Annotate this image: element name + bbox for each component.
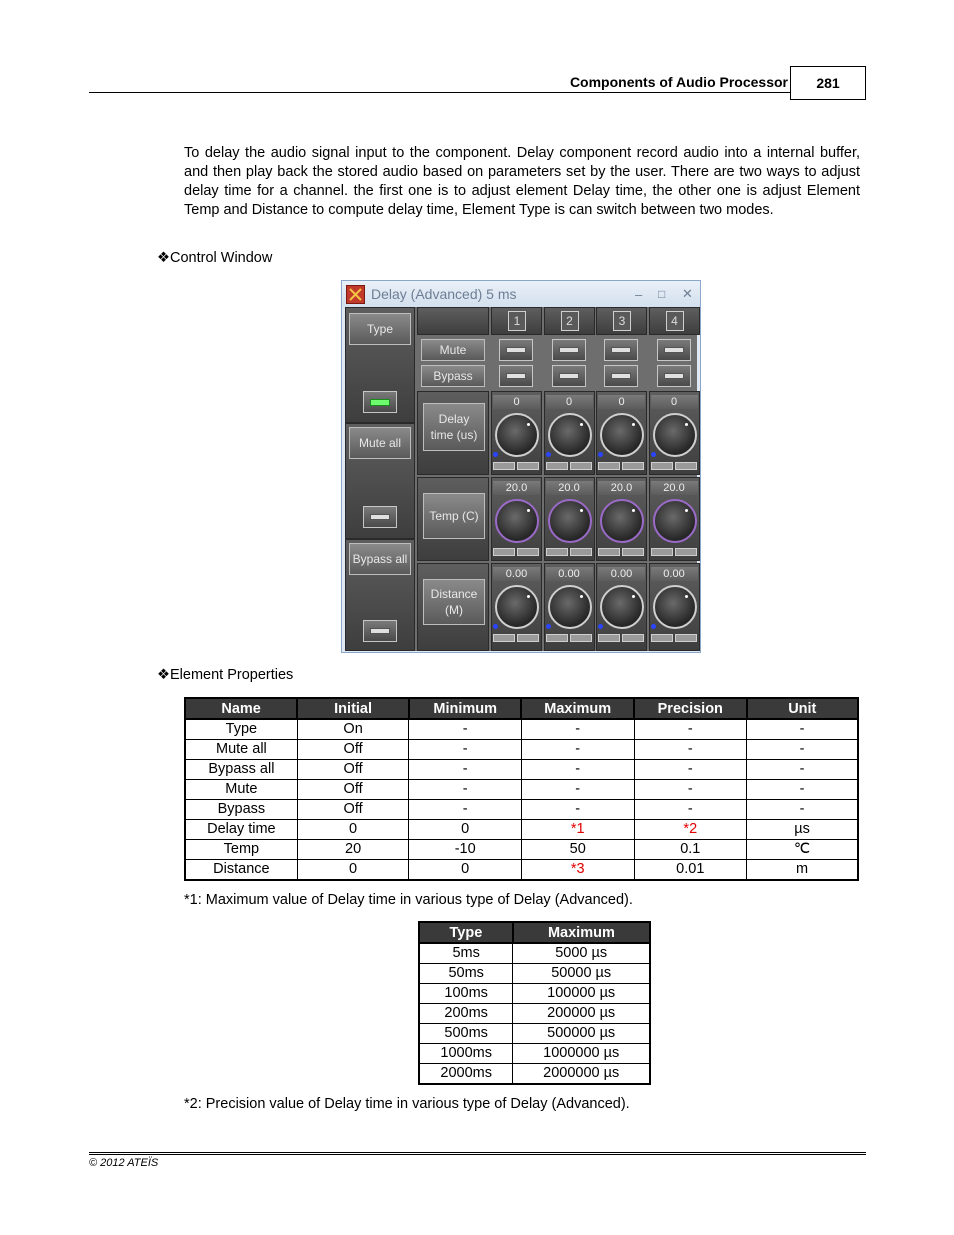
table-cell: -: [521, 740, 634, 760]
distance-knob[interactable]: [548, 585, 592, 629]
table-cell: 1000ms: [419, 1044, 513, 1064]
indicator-dot: [493, 452, 498, 457]
table-cell: 5000 µs: [513, 943, 650, 964]
delay-time-label-line1: Delay: [438, 412, 470, 426]
table-cell: 0: [297, 860, 409, 881]
table-cell: 500ms: [419, 1024, 513, 1044]
window-body: [345, 307, 697, 651]
delay-value: 0: [493, 395, 540, 409]
indicator-dot: [598, 452, 603, 457]
delay-decrement[interactable]: [546, 462, 568, 470]
table-cell: Distance: [185, 860, 297, 881]
mute-toggle[interactable]: [657, 339, 691, 361]
table-cell: -: [747, 740, 858, 760]
table-cell: Bypass all: [185, 760, 297, 780]
column-header: Name: [185, 698, 297, 719]
distance-increment[interactable]: [622, 634, 644, 642]
window-titlebar: [342, 281, 700, 307]
temp-label: Temp (C): [423, 493, 485, 539]
distance-increment[interactable]: [570, 634, 592, 642]
temp-value: 20.0: [598, 481, 645, 495]
channel-number: 3: [613, 311, 631, 331]
intro-paragraph: To delay the audio signal input to the component. Delay component record audio into a internal buffer, and then play back the stored audio based on parameters set by the user. There are two ways to adjust delay time for a channel. the first one is to adjust element Delay time, the other one is adjust Element Temp and Distance to compute delay time, Element Type is can switch between two modes.: [184, 145, 860, 218]
delay-knob[interactable]: [548, 413, 592, 457]
table-header-row: [185, 698, 858, 719]
table-cell: -: [409, 780, 521, 800]
temp-knob[interactable]: [495, 499, 539, 543]
table-cell: 2000000 µs: [513, 1064, 650, 1085]
delay-knob[interactable]: [495, 413, 539, 457]
indicator-dot: [651, 624, 656, 629]
temp-decrement[interactable]: [651, 548, 673, 556]
table-cell: Off: [297, 780, 409, 800]
table-row: [419, 1044, 650, 1064]
table-cell: 200000 µs: [513, 1004, 650, 1024]
table-cell: µs: [747, 820, 858, 840]
temp-decrement[interactable]: [493, 548, 515, 556]
distance-value: 0.00: [546, 567, 593, 581]
delay-type-table: [418, 921, 651, 1085]
distance-value: 0.00: [598, 567, 645, 581]
table-row: [419, 943, 650, 964]
close-button[interactable]: ✕: [682, 286, 693, 301]
section-control-window: ❖Control Window: [157, 250, 273, 266]
mute-toggle[interactable]: [499, 339, 533, 361]
distance-value: 0.00: [493, 567, 540, 581]
distance-knob[interactable]: [495, 585, 539, 629]
switch-icon: [664, 373, 684, 379]
footer-copyright: © 2012 ATEÏS: [89, 1157, 159, 1169]
table-cell: 0: [409, 860, 521, 881]
table-cell: -: [521, 719, 634, 740]
delay-increment[interactable]: [517, 462, 539, 470]
table-cell: Temp: [185, 840, 297, 860]
table-body: [185, 719, 858, 880]
table-row: [185, 780, 858, 800]
delay-value: 0: [651, 395, 698, 409]
distance-value: 0.00: [651, 567, 698, 581]
temp-knob[interactable]: [653, 499, 697, 543]
header-rule: [89, 92, 790, 93]
table-row: [185, 820, 858, 840]
table-cell: ℃: [747, 840, 858, 860]
distance-increment[interactable]: [517, 634, 539, 642]
distance-decrement[interactable]: [546, 634, 568, 642]
type-toggle[interactable]: [363, 391, 397, 413]
distance-label-line2: (M): [445, 603, 463, 617]
temp-increment[interactable]: [517, 548, 539, 556]
table-row: [419, 1064, 650, 1085]
indicator-dot: [651, 452, 656, 457]
table-cell: -: [521, 760, 634, 780]
table-body: [419, 943, 650, 1084]
table-row: [419, 964, 650, 984]
mute-all-label: Mute all: [349, 427, 411, 459]
indicator-dot: [598, 624, 603, 629]
table-cell: -: [634, 740, 747, 760]
table-row: [185, 760, 858, 780]
table-cell: -: [634, 719, 747, 740]
bypass-label: Bypass: [421, 365, 485, 387]
distance-decrement[interactable]: [493, 634, 515, 642]
table-cell: 20: [297, 840, 409, 860]
table-cell: -: [747, 800, 858, 820]
table-row: [419, 1024, 650, 1044]
table-cell: 50000 µs: [513, 964, 650, 984]
delay-time-label-line2: time (us): [430, 428, 478, 442]
bypass-toggle[interactable]: [604, 365, 638, 387]
bypass-all-toggle[interactable]: [363, 620, 397, 642]
window-title: Delay (Advanced) 5 ms: [371, 286, 517, 302]
distance-decrement[interactable]: [651, 634, 673, 642]
table-cell: 2000ms: [419, 1064, 513, 1085]
delay-decrement[interactable]: [598, 462, 620, 470]
table-cell: -: [634, 800, 747, 820]
bypass-toggle[interactable]: [499, 365, 533, 387]
mute-all-toggle[interactable]: [363, 506, 397, 528]
delay-value: 0: [546, 395, 593, 409]
table-cell: m: [747, 860, 858, 881]
table-cell: *2: [634, 820, 747, 840]
switch-icon: [611, 347, 631, 353]
table-cell: Delay time: [185, 820, 297, 840]
table-cell: -: [521, 800, 634, 820]
indicator-dot: [493, 624, 498, 629]
delay-increment[interactable]: [675, 462, 697, 470]
channel-number: 4: [666, 311, 684, 331]
bypass-toggle[interactable]: [657, 365, 691, 387]
table-cell: Mute: [185, 780, 297, 800]
table-cell: -: [521, 780, 634, 800]
table-cell: 500000 µs: [513, 1024, 650, 1044]
delay-increment[interactable]: [570, 462, 592, 470]
table-cell: Off: [297, 800, 409, 820]
mute-toggle[interactable]: [552, 339, 586, 361]
delay-increment[interactable]: [622, 462, 644, 470]
switch-icon: [506, 347, 526, 353]
delay-knob[interactable]: [600, 413, 644, 457]
table-cell: -: [409, 800, 521, 820]
table-row: [185, 840, 858, 860]
table-cell: Mute all: [185, 740, 297, 760]
table-cell: 100000 µs: [513, 984, 650, 1004]
indicator-dot: [546, 452, 551, 457]
temp-knob[interactable]: [548, 499, 592, 543]
temp-value: 20.0: [546, 481, 593, 495]
table-cell: -: [409, 760, 521, 780]
running-header-title: Components of Audio Processor: [569, 74, 788, 90]
distance-label: [423, 579, 485, 625]
footer-rule: [89, 1152, 866, 1153]
table-cell: Off: [297, 760, 409, 780]
table-row: [185, 719, 858, 740]
table-cell: On: [297, 719, 409, 740]
delay-control-window: [341, 280, 701, 653]
delay-decrement[interactable]: [651, 462, 673, 470]
column-header: Maximum: [513, 922, 650, 943]
distance-increment[interactable]: [675, 634, 697, 642]
bypass-toggle[interactable]: [552, 365, 586, 387]
table-row: [185, 800, 858, 820]
distance-knob[interactable]: [653, 585, 697, 629]
delay-time-label: [423, 403, 485, 451]
table-header-row: [419, 922, 650, 943]
table-cell: 100ms: [419, 984, 513, 1004]
column-header: Type: [419, 922, 513, 943]
table-row: [185, 740, 858, 760]
table-row: [185, 860, 858, 881]
switch-icon: [559, 347, 579, 353]
page-number: 281: [790, 66, 866, 100]
temp-increment[interactable]: [622, 548, 644, 556]
table-cell: -: [634, 780, 747, 800]
switch-icon: [370, 514, 390, 520]
table-cell: -: [747, 760, 858, 780]
bypass-all-label: Bypass all: [349, 543, 411, 575]
table-cell: 50: [521, 840, 634, 860]
column-header: Minimum: [409, 698, 521, 719]
table-cell: 200ms: [419, 1004, 513, 1024]
column-header: Maximum: [521, 698, 634, 719]
switch-icon: [370, 628, 390, 634]
section-element-properties: ❖Element Properties: [157, 667, 294, 683]
table-cell: Type: [185, 719, 297, 740]
table-cell: -: [409, 740, 521, 760]
column-header: Precision: [634, 698, 747, 719]
distance-knob[interactable]: [600, 585, 644, 629]
switch-icon: [611, 373, 631, 379]
table-cell: 1000000 µs: [513, 1044, 650, 1064]
maximize-button[interactable]: □: [658, 287, 666, 301]
column-header: Initial: [297, 698, 409, 719]
delay-knob[interactable]: [653, 413, 697, 457]
label-header-panel: [417, 307, 489, 335]
switch-icon: [506, 373, 526, 379]
note-1: *1: Maximum value of Delay time in various type of Delay (Advanced).: [184, 892, 633, 908]
table-row: [419, 1004, 650, 1024]
table-cell: -: [409, 719, 521, 740]
footer-rule-2: [89, 1154, 866, 1155]
table-cell: 5ms: [419, 943, 513, 964]
switch-icon: [664, 347, 684, 353]
delay-decrement[interactable]: [493, 462, 515, 470]
table-cell: -: [747, 719, 858, 740]
distance-decrement[interactable]: [598, 634, 620, 642]
temp-increment[interactable]: [675, 548, 697, 556]
temp-decrement[interactable]: [598, 548, 620, 556]
indicator-dot: [546, 624, 551, 629]
delay-value: 0: [598, 395, 645, 409]
temp-value: 20.0: [651, 481, 698, 495]
temp-value: 20.0: [493, 481, 540, 495]
table-cell: -: [634, 760, 747, 780]
table-cell: -: [747, 780, 858, 800]
table-cell: Off: [297, 740, 409, 760]
temp-knob[interactable]: [600, 499, 644, 543]
note-2: *2: Precision value of Delay time in various type of Delay (Advanced).: [184, 1096, 630, 1112]
table-cell: Bypass: [185, 800, 297, 820]
table-cell: 0: [409, 820, 521, 840]
mute-label: Mute: [421, 339, 485, 361]
type-label: Type: [349, 313, 411, 345]
table-cell: 0.01: [634, 860, 747, 881]
column-header: Unit: [747, 698, 858, 719]
channel-number: 1: [508, 311, 526, 331]
table-cell: -10: [409, 840, 521, 860]
table-row: [419, 984, 650, 1004]
distance-label-line1: Distance: [430, 587, 478, 601]
channel-number: 2: [561, 311, 579, 331]
table-cell: 0: [297, 820, 409, 840]
temp-increment[interactable]: [570, 548, 592, 556]
temp-decrement[interactable]: [546, 548, 568, 556]
table-cell: 50ms: [419, 964, 513, 984]
element-properties-table: [184, 697, 859, 881]
switch-icon: [559, 373, 579, 379]
table-cell: *1: [521, 820, 634, 840]
minimize-button[interactable]: –: [635, 286, 643, 302]
led-icon: [370, 399, 390, 406]
mute-toggle[interactable]: [604, 339, 638, 361]
app-icon: [346, 285, 365, 304]
table-cell: *3: [521, 860, 634, 881]
table-cell: 0.1: [634, 840, 747, 860]
